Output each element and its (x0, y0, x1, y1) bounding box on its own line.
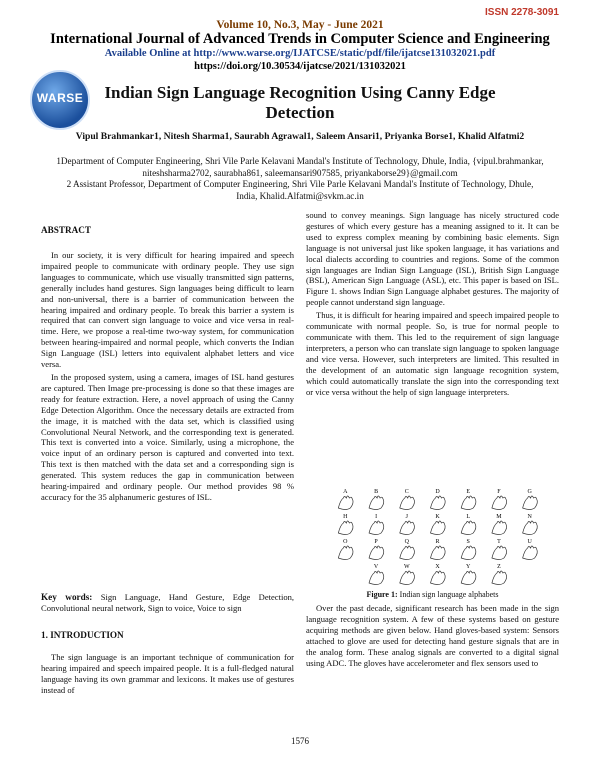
sign-letter-z (492, 564, 507, 585)
sign-letter-e (461, 489, 476, 510)
affiliations (55, 156, 545, 202)
sign-letter-label: I (375, 514, 378, 520)
sign-letter-label: C (404, 489, 409, 495)
warse-logo (30, 70, 90, 130)
hand-gesture-icon (400, 571, 415, 585)
sign-letter-label: P (374, 539, 378, 545)
sign-letter-y (461, 564, 476, 585)
sign-letter-m (492, 514, 507, 535)
sign-letter-v (369, 564, 384, 585)
intro-body (41, 652, 294, 696)
sign-letter-label: D (435, 489, 440, 495)
hand-gesture-icon (492, 496, 507, 510)
affiliation-1: 1Department of Computer Engineering, Shri Vile Parle Kelavani Mandal's Institute of Technology, Dhule, India, {vipul.brahmankar, niteshsharma2702, saurabha861, saleemansari907585, priyankaborse29}@gmail.com (56, 156, 544, 178)
authors: Vipul Brahmankar1, Nitesh Sharma1, Saurabh Agrawal1, Saleem Ansari1, Priyanka Borse1, Khalid Alfatmi2 (75, 131, 525, 142)
hand-gesture-icon (338, 521, 353, 535)
hand-gesture-icon (400, 496, 415, 510)
journal-name: International Journal of Advanced Trends in Computer Science and Engineering (50, 31, 550, 47)
hand-gesture-icon (523, 521, 538, 535)
hand-gesture-icon (369, 546, 384, 560)
hand-gesture-icon (461, 496, 476, 510)
sign-letter-d (431, 489, 446, 510)
hand-gesture-icon (492, 546, 507, 560)
sign-letter-t (492, 539, 507, 560)
sign-letter-label: S (466, 539, 470, 545)
sign-letter-label: Z (497, 564, 501, 570)
sign-letter-j (400, 514, 415, 535)
sign-letter-label: L (466, 514, 471, 520)
intro-heading: 1. INTRODUCTION (41, 630, 124, 640)
sign-letter-x (431, 564, 446, 585)
hand-gesture-icon (461, 521, 476, 535)
doi-link[interactable]: https://doi.org/10.30534/ijatcse/2021/131032021 (194, 61, 406, 72)
abstract-paragraph-1: In our society, it is very difficult for hearing impaired and speech impaired people to communicate with ordinary people. They use sign languages to communicate, which use visually transmitted sign patterns, generally includes hand gestures. Sign languages being difficult to learn and non-universal, there is a barrier of communication between the hearing impaired and ordinary people. To break this barrier a system is required that can convert sign language to voice and vice versa in real-time. Here, we propose a real-time two-way system, for communication between hearing-impaired and normal people, which converts the Indian Sign Language (ISL) letters into equivalent alphabet letters and vice versa. (41, 250, 294, 370)
sign-letter-label: Q (404, 539, 409, 545)
sign-letter-label: J (405, 514, 408, 520)
hand-gesture-icon (338, 496, 353, 510)
sign-letter-label: V (373, 564, 379, 570)
hand-gesture-icon (461, 571, 476, 585)
sign-letter-label: M (496, 514, 502, 520)
page-number: 1576 (291, 736, 309, 746)
hand-gesture-icon (431, 571, 446, 585)
sign-letter-b (369, 489, 384, 510)
sign-letter-r (431, 539, 446, 560)
keywords: Key words: Sign Language, Hand Gesture, Edge Detection, Convolutional neural network, Sign to voice, Voice to sign (41, 592, 295, 613)
paper-title: Indian Sign Language Recognition Using Canny Edge Detection (104, 83, 496, 122)
logo-text: WARSE (36, 91, 84, 105)
hand-gesture-icon (431, 546, 446, 560)
hand-gesture-icon (523, 496, 538, 510)
sign-letter-label: F (497, 489, 501, 495)
right-column-text-2 (306, 603, 559, 668)
right-paragraph-1: sound to convey meanings. Sign language has nicely structured code gestures of which every gesture has a meaning assigned to it. It can be used to express complex meaning by combining basic elements. Sign language is not universal just like spoken language, it has variations and local dialects according to countries and regions. Some of the common sign languages are Indian Sign Language (ISL), British Sign Language (BSL), American Sign Language (ASL), etc. This paper is based on ISL. Figure 1. shows Indian Sign Language alphabet gestures. The majority of people cannot understand sign language. (306, 210, 559, 308)
hand-gesture-icon (369, 571, 384, 585)
sign-letter-n (523, 514, 538, 535)
hand-gesture-icon (369, 496, 384, 510)
sign-letter-label: T (497, 539, 501, 545)
sign-letter-label: X (435, 564, 440, 570)
sign-letter-h (338, 514, 353, 535)
sign-letter-w (400, 564, 415, 585)
keywords-text: Sign Language, Hand Gesture, Edge Detection, Convolutional neural network, Sign to voice, Voice to sign (41, 592, 295, 613)
hand-gesture-icon (431, 521, 446, 535)
hand-gesture-icon (400, 546, 415, 560)
sign-letter-label: U (527, 539, 532, 545)
sign-letter-a (338, 489, 353, 510)
sign-letter-label: B (374, 489, 379, 495)
hand-gesture-icon (492, 521, 507, 535)
sign-letter-label: K (435, 514, 440, 520)
sign-letter-s (461, 539, 476, 560)
intro-paragraph-1: The sign language is an important technique of communication for hearing impaired and speech impaired people. It is a full-fledged natural language having its own grammar and lexicons. It makes use of gestures instead of (41, 652, 294, 695)
sign-letter-label: Y (466, 564, 471, 570)
hand-gesture-icon (369, 521, 384, 535)
sign-letter-label: O (343, 539, 348, 545)
sign-letter-u (523, 539, 538, 560)
issn: ISSN 2278-3091 (485, 7, 559, 18)
hand-gesture-icon (400, 521, 415, 535)
sign-letter-label: A (343, 489, 348, 495)
abstract-paragraph-2: In the proposed system, using a camera, images of ISL hand gestures are captured. Then Image pre-processing is done so that these images are ready for feature extraction. Here, a novel approach of using the Canny Edge Detection Algorithm. Once the necessary details are extracted from the image, it is matched with the data set, which is classified using Convolutional Neural Network, and the corresponding text is generated. This text is converted into a voice. Similarly, using a microphone, the voice input of an ordinary person is captured and converted into text. This text is then matched with the data set and a corresponding sign is generated. This system reduces the gap in communication between hearing-impaired and ordinary people. Our method provides 98 % accuracy for the 35 alphanumeric gestures of ISL. (41, 371, 294, 502)
sign-letter-q (400, 539, 415, 560)
sign-letter-k (431, 514, 446, 535)
hand-gesture-icon (492, 571, 507, 585)
affiliation-2: 2 Assistant Professor, Department of Computer Engineering, Shri Vile Parle Kelavani Mandal's Institute of Technology, Dhule, India, Khalid.Alfatmi@svkm.ac.in (66, 179, 534, 201)
sign-letter-g (523, 489, 538, 510)
sign-letter-label: E (466, 489, 471, 495)
sign-letter-label: R (435, 539, 440, 545)
sign-letter-o (338, 539, 353, 560)
hand-gesture-icon (431, 496, 446, 510)
volume-info: Volume 10, No.3, May - June 2021 (216, 19, 384, 31)
sign-letter-label: W (403, 564, 410, 570)
right-paragraph-2: Thus, it is difficult for hearing impaired and speech impaired people to communicate with normal people. So, is true for normal people to communicate with them. This led to the requirement of sign language interpreters, a person who can translate sign language to spoken language and vice versa. However, such interpreters are limited. This resulted in the development of an automatic sign language recognition system, which could automatically translate the sign into the corresponding text or vice versa without the help of sign language interpreters. (306, 310, 559, 397)
sign-letter-i (369, 514, 384, 535)
figure-1-sign-alphabets (330, 486, 545, 586)
abstract-body (41, 250, 294, 503)
hand-gesture-icon (461, 546, 476, 560)
sign-letter-label: G (527, 489, 532, 495)
right-paragraph-3: Over the past decade, significant research has been made in the sign language recognition system. A few of these systems based on gesture acquiring methods are given below. Hand gloves-based system: Sensors attached to glove are used for detecting hand gesture signals that are in the analog form. These analog signals are converted to a digital signal using ADC. The gloves have accelerometer and flex sensors used to (306, 603, 559, 668)
available-online-link[interactable]: Available Online at http://www.warse.org/IJATCSE/static/pdf/file/ijatcse131032021.pdf (104, 48, 496, 59)
abstract-heading: ABSTRACT (41, 225, 92, 235)
sign-letter-f (492, 489, 507, 510)
figure-caption: Figure 1: Indian sign language alphabets (366, 590, 499, 599)
sign-letter-p (369, 539, 384, 560)
right-column-text (306, 210, 559, 397)
hand-gesture-icon (523, 546, 538, 560)
sign-letter-label: N (527, 514, 532, 520)
sign-letter-label: H (343, 514, 348, 520)
sign-letter-l (461, 514, 476, 535)
hand-gesture-icon (338, 546, 353, 560)
sign-letter-c (400, 489, 415, 510)
